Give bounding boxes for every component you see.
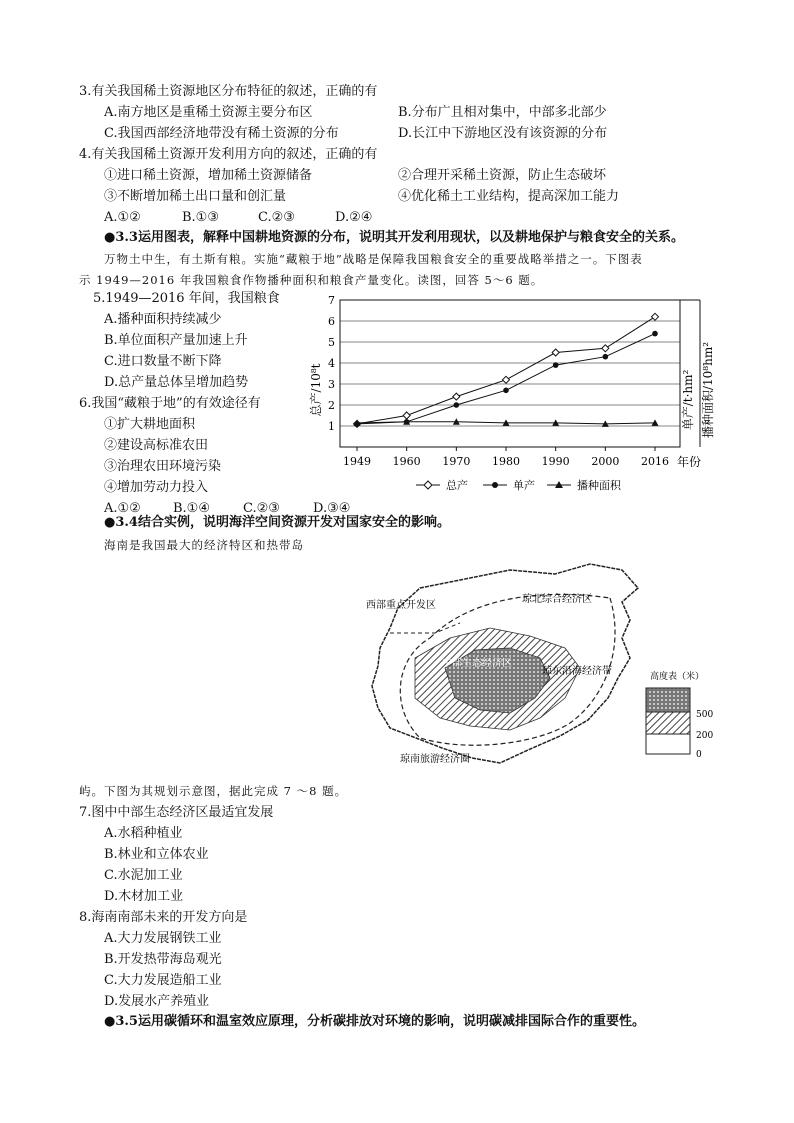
point-total bbox=[503, 376, 510, 383]
standard-3-5: ●3.5运用碳循环和温室效应原理，分析碳排放对环境的影响，说明碳减排国际合作的重要性。 bbox=[104, 1014, 645, 1029]
chart-ylabel-right-2: 播种面积/10⁸hm² bbox=[701, 341, 715, 439]
q6-choice-d: D.③④ bbox=[313, 501, 351, 516]
q5-option-a: A.播种面积持续减少 bbox=[104, 312, 222, 327]
y-tick-label: 3 bbox=[328, 378, 335, 391]
legend-value-200: 200 bbox=[696, 731, 714, 741]
q6-choice-b: B.①④ bbox=[173, 501, 210, 516]
x-tick-label: 1970 bbox=[442, 455, 471, 468]
q6-choice-a: A.①② bbox=[104, 501, 141, 516]
label-north-zone: 琼北综合经济区 bbox=[522, 594, 592, 605]
q3-stem: 3.有关我国稀土资源地区分布特征的叙述，正确的有 bbox=[79, 84, 378, 99]
x-tick-label: 2016 bbox=[641, 455, 669, 468]
q4-stem: 4.有关我国稀土资源开发利用方向的叙述，正确的有 bbox=[79, 147, 378, 162]
label-west-zone: 西部重点开发区 bbox=[366, 600, 436, 611]
x-tick-label: 1949 bbox=[343, 455, 371, 468]
chart-ylabel-left: 总产/10⁸t bbox=[309, 363, 323, 417]
label-east-zone: 琼东沿海经济带 bbox=[542, 666, 612, 677]
grain-chart bbox=[300, 290, 720, 495]
x-tick-label: 2000 bbox=[591, 455, 620, 468]
plot-frame bbox=[340, 300, 680, 447]
legend-label-total: 总产 bbox=[446, 479, 468, 492]
q7-option-d: D.木材加工业 bbox=[104, 889, 184, 904]
legend-value-0: 0 bbox=[696, 750, 702, 760]
y-tick-label: 2 bbox=[328, 399, 335, 412]
point-total bbox=[552, 349, 559, 356]
y-tick-label: 4 bbox=[328, 357, 335, 370]
legend-diamond-total bbox=[424, 481, 432, 489]
y-tick-label: 5 bbox=[328, 336, 335, 349]
standard-3-4: ●3.4结合实例，说明海洋空间资源开发对国家安全的影响。 bbox=[104, 515, 450, 530]
point-total bbox=[652, 313, 659, 320]
q4-choice-c: C.②③ bbox=[258, 210, 295, 225]
y-tick-label: 7 bbox=[328, 294, 335, 307]
chart-ylabel-right-1: 单产/t·hm² bbox=[681, 369, 695, 431]
hainan-map bbox=[360, 558, 740, 773]
q6-statement-1: ①扩大耕地面积 bbox=[104, 417, 196, 432]
q3-option-a: A.南方地区是重稀土资源主要分布区 bbox=[104, 105, 313, 120]
intro-5-6-line1: 万物土中生，有土斯有粮。实施“藏粮于地”战略是保障我国粮食安全的重要战略举措之一。下图表 bbox=[104, 252, 643, 266]
q4-statement-1: ①进口稀土资源，增加稀土资源储备 bbox=[104, 168, 313, 183]
point-total bbox=[403, 412, 410, 419]
q7-option-a: A.水稻种植业 bbox=[104, 826, 183, 841]
point-total bbox=[453, 393, 460, 400]
intro-5-6-line2: 示 1949—2016 年我国粮食作物播种面积和粮食产量变化。读图，回答 5～6 题。 bbox=[79, 273, 544, 287]
q3-option-c: C.我国西部经济地带没有稀土资源的分布 bbox=[104, 126, 339, 141]
x-tick-label: 1990 bbox=[541, 455, 570, 468]
q8-option-b: B.开发热带海岛观光 bbox=[104, 952, 222, 967]
point-total bbox=[602, 345, 609, 352]
q5-option-d: D.总产量总体呈增加趋势 bbox=[104, 375, 249, 390]
q5-option-b: B.单位面积产量加速上升 bbox=[104, 333, 248, 348]
legend-box-200 bbox=[646, 712, 690, 734]
q6-stem: 6.我国“藏粮于地”的有效途径有 bbox=[79, 396, 261, 411]
q5-stem: 5.1949—2016 年间，我国粮食 bbox=[93, 291, 280, 306]
q8-option-d: D.发展水产养殖业 bbox=[104, 994, 210, 1009]
q6-statement-4: ④增加劳动力投入 bbox=[104, 480, 209, 495]
q8-option-a: A.大力发展钢铁工业 bbox=[104, 931, 222, 946]
q8-option-c: C.大力发展造船工业 bbox=[104, 973, 222, 988]
legend-title: 高度表（米） bbox=[650, 672, 705, 682]
x-tick-label: 1960 bbox=[392, 455, 421, 468]
q4-choice-b: B.①③ bbox=[182, 210, 219, 225]
intro-7-8-line2: 屿。下图为其规划示意图，据此完成 7 ～8 题。 bbox=[79, 784, 348, 798]
label-central-zone: 中部生态经济区 bbox=[442, 658, 512, 669]
legend-label-yield: 单产 bbox=[513, 479, 535, 492]
q6-statement-3: ③治理农田环境污染 bbox=[104, 459, 222, 474]
q6-statement-2: ②建设高标准农田 bbox=[104, 438, 209, 453]
standard-3-3: ●3.3运用图表，解释中国耕地资源的分布，说明其开发利用现状，以及耕地保护与粮食安全的关系。 bbox=[104, 230, 684, 245]
q4-statement-3: ③不断增加稀土出口量和创汇量 bbox=[104, 189, 287, 204]
intro-7-8-line1: 海南是我国最大的经济特区和热带岛 bbox=[104, 538, 304, 552]
chart-xlabel: 年份 bbox=[676, 455, 702, 469]
q7-option-c: C.水泥加工业 bbox=[104, 868, 183, 883]
point-yield bbox=[603, 354, 609, 360]
legend-dot-yield bbox=[492, 482, 498, 488]
x-tick-label: 1980 bbox=[492, 455, 520, 468]
q3-option-d: D.长江中下游地区没有该资源的分布 bbox=[398, 126, 608, 141]
legend-box-500 bbox=[646, 688, 690, 712]
y-tick-label: 1 bbox=[328, 420, 335, 433]
legend-box-0 bbox=[646, 734, 690, 754]
point-yield bbox=[652, 331, 658, 337]
legend-value-500: 500 bbox=[696, 710, 714, 720]
q4-statement-4: ④优化稀土工业结构，提高深加工能力 bbox=[398, 189, 620, 204]
legend-label-area: 播种面积 bbox=[577, 479, 621, 492]
q3-option-b: B.分布广且相对集中，中部多北部少 bbox=[398, 105, 607, 120]
point-yield bbox=[454, 402, 460, 408]
point-yield bbox=[553, 362, 559, 368]
q6-choice-c: C.②③ bbox=[243, 501, 280, 516]
label-south-zone: 琼南旅游经济圈 bbox=[400, 754, 470, 765]
y-tick-label: 6 bbox=[328, 315, 335, 328]
q5-option-c: C.进口数量不断下降 bbox=[104, 354, 222, 369]
point-yield bbox=[503, 388, 509, 394]
q4-choice-a: A.①② bbox=[104, 210, 141, 225]
q8-stem: 8.海南南部未来的开发方向是 bbox=[79, 910, 248, 925]
q4-choice-d: D.②④ bbox=[335, 210, 373, 225]
q4-statement-2: ②合理开采稀土资源，防止生态破坏 bbox=[398, 168, 607, 183]
q7-option-b: B.林业和立体农业 bbox=[104, 847, 209, 862]
q7-stem: 7.图中中部生态经济区最适宜发展 bbox=[79, 805, 274, 820]
series-line-0 bbox=[357, 317, 655, 424]
